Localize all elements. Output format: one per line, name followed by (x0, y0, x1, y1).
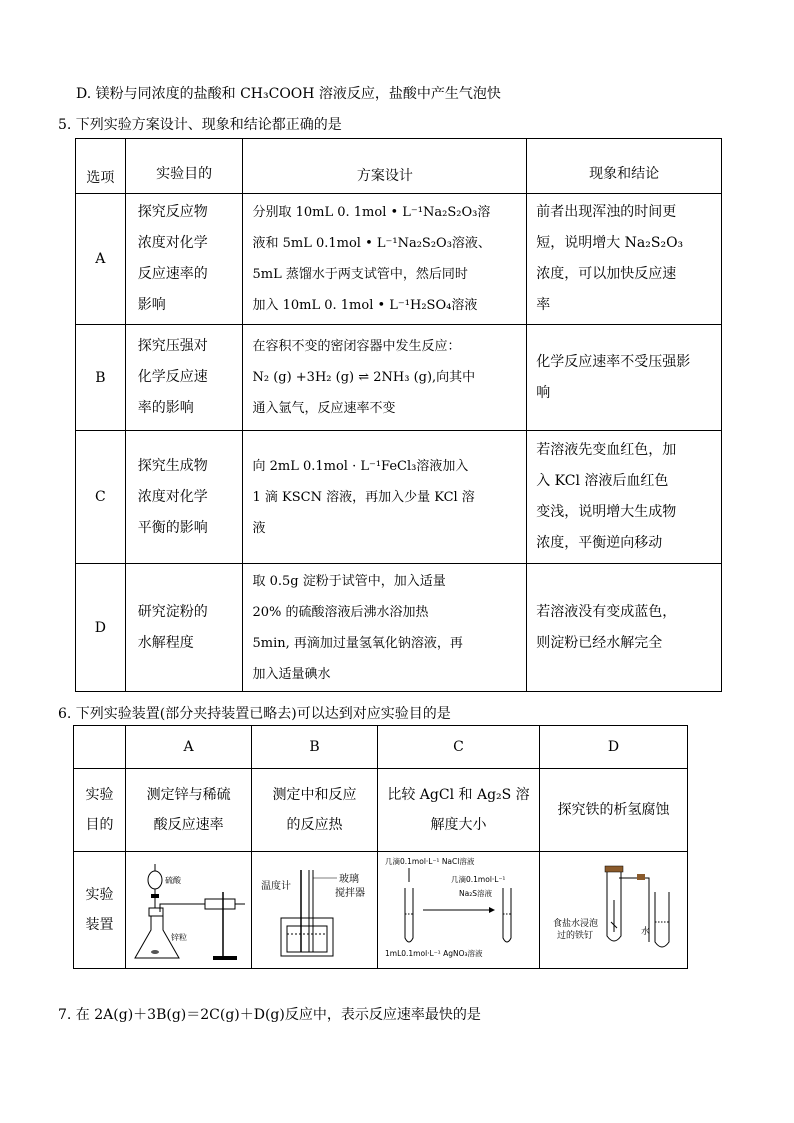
label-water: 水 (640, 927, 650, 937)
question-6-stem: 6. 下列实验装置(部分夹持装置已略去)可以达到对应实验目的是 (58, 706, 451, 722)
column-label-c: C (378, 726, 540, 769)
purpose-b: 测定中和反应 的反应热 (252, 769, 378, 852)
purpose-cell: 探究生成物 浓度对化学 平衡的影响 (125, 431, 243, 564)
option-label: A (76, 194, 126, 325)
corrosion-apparatus (541, 852, 687, 964)
label-thermometer: 温度计 (260, 881, 291, 892)
header-design: 方案设计 (243, 139, 527, 194)
table-header-row (76, 139, 722, 194)
label-nail-1: 食盐水浸泡 (552, 919, 598, 929)
purpose-cell: 探究反应物 浓度对化学 反应速率的 影响 (125, 194, 243, 325)
zinc-acid-apparatus (127, 852, 251, 964)
purpose-row-label: 实验 目的 (74, 769, 126, 852)
table-header-row (74, 726, 688, 769)
column-label-a: A (126, 726, 252, 769)
label-stirrer-1: 玻璃 (338, 874, 359, 885)
apparatus-c (378, 852, 540, 969)
label-na2s-2: Na₂S溶液 (458, 889, 492, 898)
header-result: 现象和结论 (527, 139, 722, 194)
option-label: C (76, 431, 126, 564)
corner-cell (74, 726, 126, 769)
question-7-stem: 7. 在 2A(g)＋3B(g)＝2C(g)＋D(g)反应中，表示反应速率最快的是 (58, 1007, 481, 1023)
table-row (76, 564, 722, 692)
apparatus-row-label: 实验 装置 (74, 852, 126, 969)
result-cell: 前者出现浑浊的时间更 短，说明增大 Na₂S₂O₃ 浓度，可以加快反应速 率 (527, 194, 722, 325)
question-5-table (75, 138, 722, 692)
calorimeter-apparatus (253, 852, 377, 964)
label-stirrer-2: 搅拌器 (334, 888, 365, 899)
column-label-b: B (252, 726, 378, 769)
label-acid: 硫酸 (164, 876, 181, 885)
apparatus-row (74, 852, 688, 969)
precipitation-apparatus (379, 852, 539, 964)
label-na2s-1: 几滴0.1mol·L⁻¹ (450, 875, 505, 884)
result-cell: 化学反应速率不受压强影 响 (527, 325, 722, 431)
design-cell: 在容积不变的密闭容器中发生反应： N₂ (g) +3H₂ (g) ⇌ 2NH₃ (g),向其中 通入氩气，反应速率不变 (243, 325, 527, 431)
label-agno3: 1mL0.1mol·L⁻¹ AgNO₃溶液 (384, 949, 483, 958)
apparatus-b (252, 852, 378, 969)
purpose-a: 测定锌与稀硫 酸反应速率 (126, 769, 252, 852)
label-zinc: 锌粒 (170, 933, 187, 942)
purpose-d: 探究铁的析氢腐蚀 (540, 769, 688, 852)
purpose-cell: 探究压强对 化学反应速 率的影响 (125, 325, 243, 431)
question-5-stem: 5. 下列实验方案设计、现象和结论都正确的是 (58, 117, 342, 133)
column-label-d: D (540, 726, 688, 769)
purpose-cell: 研究淀粉的 水解程度 (125, 564, 243, 692)
design-cell: 取 0.5g 淀粉于试管中，加入适量 20% 的硫酸溶液后沸水浴加热 5min, 再滴加过量氢氧化钠溶液，再 加入适量碘水 (243, 564, 527, 692)
question-6-table (73, 725, 688, 969)
option-label: B (76, 325, 126, 431)
option-d-previous: D. 镁粉与同浓度的盐酸和 CH₃COOH 溶液反应，盐酸中产生气泡快 (76, 86, 501, 102)
result-cell: 若溶液先变血红色，加 入 KCl 溶液后血红色 变浅，说明增大生成物 浓度，平衡逆向移动 (527, 431, 722, 564)
option-label: D (76, 564, 126, 692)
table-row (76, 431, 722, 564)
table-row (76, 325, 722, 431)
label-nail-2: 过的铁钉 (556, 931, 593, 941)
header-purpose: 实验目的 (125, 139, 243, 194)
purpose-c: 比较 AgCl 和 Ag₂S 溶 解度大小 (378, 769, 540, 852)
table-row (76, 194, 722, 325)
design-cell: 分别取 10mL 0. 1mol • L⁻¹Na₂S₂O₃溶 液和 5mL 0.1mol • L⁻¹Na₂S₂O₃溶液、 5mL 蒸馏水于两支试管中，然后同时 加入 10mL 0. 1mol • L⁻¹H₂SO₄溶液 (243, 194, 527, 325)
label-nacl: 几滴0.1mol·L⁻¹ NaCl溶液 (384, 857, 474, 866)
design-cell: 向 2mL 0.1mol · L⁻¹FeCl₃溶液加入 1 滴 KSCN 溶液，再加入少量 KCl 溶 液 (243, 431, 527, 564)
result-cell: 若溶液没有变成蓝色， 则淀粉已经水解完全 (527, 564, 722, 692)
apparatus-d (540, 852, 688, 969)
apparatus-a (126, 852, 252, 969)
header-option: 选项 (76, 139, 126, 194)
purpose-row (74, 769, 688, 852)
